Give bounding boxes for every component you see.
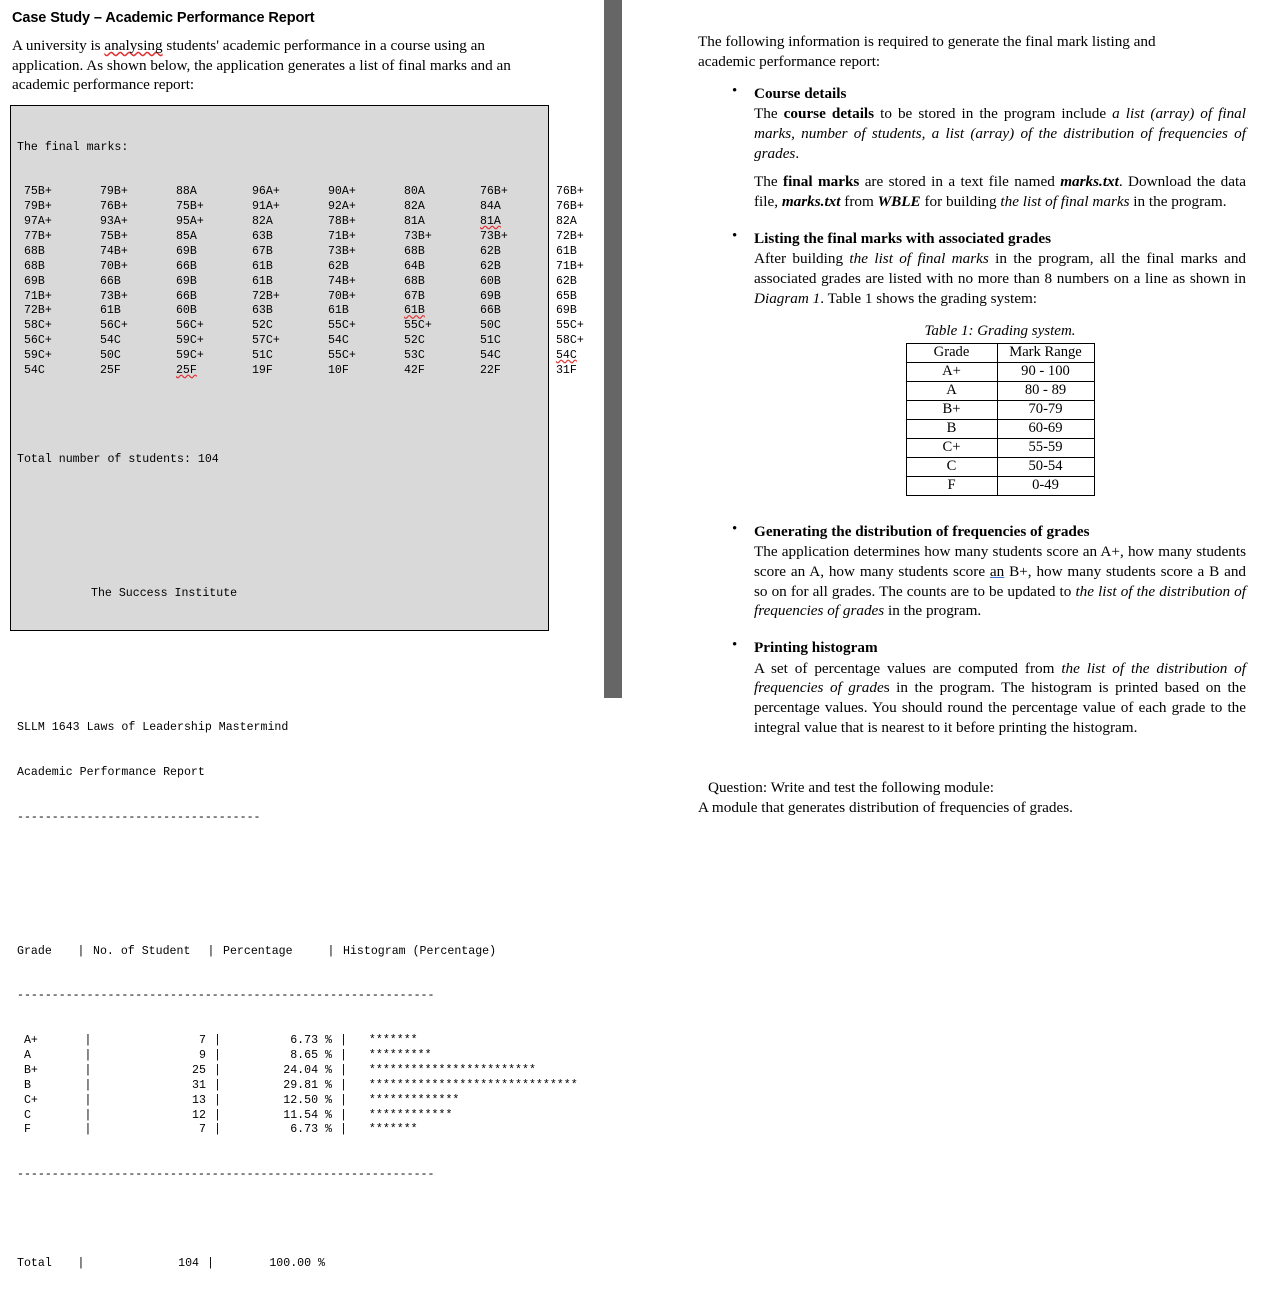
grading-range-cell: 60-69 bbox=[997, 419, 1094, 438]
row-count: 31 bbox=[192, 1078, 206, 1092]
histogram-row bbox=[17, 1064, 542, 1079]
mark-cell: 71B+ bbox=[23, 289, 52, 303]
styled-text: the list of the distribution of frequencies of grades bbox=[754, 582, 1246, 620]
styled-text: course details bbox=[783, 105, 875, 123]
row-percentage: 6.73 % bbox=[290, 1034, 332, 1048]
grading-grade-cell: B bbox=[906, 419, 997, 438]
marks-row bbox=[17, 215, 577, 230]
mark-cell: 96A+ bbox=[251, 185, 280, 199]
mark-cell: 61B bbox=[555, 244, 577, 258]
console-marks-header: The final marks: bbox=[17, 140, 129, 154]
pipe-separator: | bbox=[213, 1123, 221, 1137]
report-total-row bbox=[17, 1257, 542, 1272]
mark-cell: 73B+ bbox=[479, 229, 508, 243]
pipe-separator: | bbox=[339, 1108, 347, 1122]
pipe-separator: | bbox=[213, 1093, 221, 1107]
requirement-item bbox=[694, 638, 1265, 738]
console-spacer bbox=[17, 632, 542, 647]
question-prompt: Question: Write and test the following module: bbox=[708, 778, 994, 796]
row-count: 12 bbox=[192, 1108, 206, 1122]
marks-row bbox=[17, 304, 577, 319]
mark-cell: 42F bbox=[403, 363, 425, 377]
row-histogram-bar: ******* bbox=[361, 1123, 418, 1137]
grading-table-wrapper bbox=[754, 323, 1246, 496]
mark-cell: 54C bbox=[99, 334, 121, 348]
right-column bbox=[622, 0, 1271, 816]
mark-cell: 71B+ bbox=[555, 259, 584, 273]
plain-text: for building bbox=[920, 193, 1001, 210]
grading-range-cell: 80 - 89 bbox=[997, 381, 1094, 400]
marks-row bbox=[17, 319, 584, 334]
mark-cell: 76B+ bbox=[99, 200, 128, 214]
mark-cell: 50C bbox=[479, 319, 501, 333]
marks-row bbox=[17, 200, 584, 215]
row-grade: B bbox=[23, 1078, 31, 1092]
plain-text: The bbox=[754, 105, 784, 123]
mark-cell: 55C+ bbox=[327, 349, 356, 363]
mark-cell: 93A+ bbox=[99, 215, 128, 229]
styled-text: marks.txt bbox=[781, 193, 841, 210]
report-table-header bbox=[17, 945, 542, 960]
console-spacer bbox=[17, 409, 542, 424]
question-block bbox=[694, 778, 1265, 818]
requirement-heading: • Printing histogram bbox=[754, 639, 878, 656]
mark-cell: 60B bbox=[175, 304, 197, 318]
console-spacer bbox=[17, 900, 542, 915]
mark-cell: 50C bbox=[99, 349, 121, 363]
row-grade: C+ bbox=[23, 1093, 38, 1107]
pipe-separator: | bbox=[84, 1123, 92, 1137]
grading-table-header-cell: Mark Range bbox=[997, 343, 1094, 362]
row-grade: F bbox=[23, 1123, 31, 1137]
mark-cell: 25F bbox=[99, 363, 121, 377]
mark-cell: 61B bbox=[251, 259, 273, 273]
mark-cell: 88A bbox=[175, 185, 197, 199]
pipe-separator: | bbox=[207, 944, 215, 958]
grading-grade-cell: C bbox=[906, 457, 997, 476]
requirement-paragraph bbox=[754, 104, 1246, 163]
pipe-separator: | bbox=[84, 1063, 92, 1077]
grading-table-row bbox=[906, 457, 1094, 476]
mark-cell: 82A bbox=[251, 215, 273, 229]
report-rule-bottom: ------------------------------------------------------------ bbox=[17, 1168, 435, 1182]
mark-cell: 97A+ bbox=[23, 215, 52, 229]
pipe-separator: | bbox=[213, 1063, 221, 1077]
row-grade: C bbox=[23, 1108, 31, 1122]
pipe-separator: | bbox=[339, 1048, 347, 1062]
grading-table-caption: Table 1: Grading system. bbox=[924, 322, 1076, 339]
requirement-paragraph bbox=[754, 542, 1246, 621]
grading-range-cell: 50-54 bbox=[997, 457, 1094, 476]
mark-cell: 71B+ bbox=[327, 229, 356, 243]
plain-text: in the program. bbox=[1129, 193, 1227, 210]
mark-cell: 54C bbox=[327, 334, 349, 348]
plain-text: A set of percentage values are computed from bbox=[754, 659, 1062, 677]
row-percentage: 29.81 % bbox=[283, 1078, 332, 1092]
row-percentage: 24.04 % bbox=[283, 1063, 332, 1077]
row-histogram-bar: ********* bbox=[361, 1048, 432, 1062]
console-spacer bbox=[17, 1213, 542, 1228]
grading-table-row bbox=[906, 419, 1094, 438]
intro-paragraph bbox=[12, 36, 546, 95]
styled-text: WBLE bbox=[877, 193, 921, 210]
mark-cell: 77B+ bbox=[23, 229, 52, 243]
styled-text: the list of final marks bbox=[1000, 193, 1130, 210]
mark-cell: 66B bbox=[99, 274, 121, 288]
mark-cell: 69B bbox=[175, 274, 197, 288]
row-percentage: 6.73 % bbox=[290, 1123, 332, 1137]
mark-cell: 52C bbox=[403, 334, 425, 348]
grading-range-cell: 90 - 100 bbox=[997, 362, 1094, 381]
pipe-separator: | bbox=[327, 944, 335, 958]
mark-cell: 61B bbox=[327, 304, 349, 318]
requirement-heading: • Generating the distribution of frequencies of grades bbox=[754, 522, 1090, 540]
mark-cell: 53C bbox=[403, 349, 425, 363]
mark-cell: 66B bbox=[479, 304, 501, 318]
mark-cell: 76B+ bbox=[479, 185, 508, 199]
requirement-paragraph bbox=[754, 659, 1246, 738]
marks-row bbox=[17, 274, 577, 290]
mark-cell: 85A bbox=[175, 229, 197, 243]
row-percentage: 11.54 % bbox=[283, 1108, 332, 1122]
pipe-separator: | bbox=[77, 944, 85, 958]
mark-cell: 56C+ bbox=[99, 319, 128, 333]
mark-cell: 76B+ bbox=[555, 200, 584, 214]
mark-cell: 58C+ bbox=[23, 319, 52, 333]
mark-cell: 92A+ bbox=[327, 200, 356, 214]
histogram-row bbox=[17, 1049, 542, 1064]
question-task: A module that generates distribution of frequencies of grades. bbox=[698, 798, 1073, 816]
console-spacer bbox=[17, 543, 542, 558]
plain-text: . bbox=[795, 144, 800, 162]
grading-table-header-cell: Grade bbox=[906, 343, 997, 362]
mark-cell: 58C+ bbox=[555, 334, 584, 348]
mark-cell: 10F bbox=[327, 363, 349, 377]
grading-grade-cell: F bbox=[906, 476, 997, 495]
report-rule-top: ----------------------------------- bbox=[17, 810, 261, 824]
marks-row bbox=[17, 349, 577, 364]
requirements-list bbox=[694, 84, 1265, 738]
mark-cell: 82A bbox=[555, 215, 577, 229]
mark-cell: 69B bbox=[23, 274, 45, 288]
histogram-row bbox=[17, 1109, 542, 1124]
mark-cell: 57C+ bbox=[251, 334, 280, 348]
console-spacer bbox=[17, 855, 542, 870]
mark-cell: 82A bbox=[403, 200, 425, 214]
mark-cell: 79B+ bbox=[23, 200, 52, 214]
report-rows bbox=[17, 1034, 578, 1138]
grading-table-row bbox=[906, 476, 1094, 495]
mark-cell: 72B+ bbox=[555, 229, 584, 243]
lead-paragraph: The following information is required to generate the final mark listing and academic performance report: bbox=[698, 33, 1156, 70]
styled-text: an bbox=[989, 562, 1005, 580]
mark-cell: 66B bbox=[175, 289, 197, 303]
grading-table-row bbox=[906, 381, 1094, 400]
row-percentage: 12.50 % bbox=[283, 1093, 332, 1107]
mark-cell: 74B+ bbox=[327, 274, 356, 288]
pipe-separator: | bbox=[339, 1078, 347, 1092]
mark-cell: 81A bbox=[403, 215, 425, 229]
mark-cell: 63B bbox=[251, 229, 273, 243]
requirement-item bbox=[694, 229, 1265, 496]
row-histogram-bar: ************ bbox=[361, 1108, 453, 1122]
mark-cell: 61B bbox=[251, 274, 273, 288]
row-histogram-bar: ************************ bbox=[361, 1063, 536, 1077]
marks-row bbox=[17, 244, 577, 260]
intro-text-part2: students' academic performance in a course using an application. As shown below, the application generates a list of final marks and an academic performance report: bbox=[12, 37, 511, 94]
mark-cell: 59C+ bbox=[175, 349, 204, 363]
requirement-item bbox=[694, 522, 1265, 622]
marks-row bbox=[17, 363, 577, 379]
report-rule-header: ------------------------------------------------------------ bbox=[17, 989, 435, 1003]
mark-cell: 68B bbox=[23, 244, 45, 258]
plain-text: The bbox=[754, 173, 784, 191]
mark-cell: 55C+ bbox=[327, 319, 356, 333]
grading-table bbox=[906, 343, 1095, 496]
pipe-separator: | bbox=[213, 1034, 221, 1048]
pipe-separator: | bbox=[84, 1078, 92, 1092]
mark-cell: 61B bbox=[99, 304, 121, 318]
plain-text: B+, how many students score a B and so on for all grades. The counts are to be updated to bbox=[754, 562, 1247, 600]
page-title: Case Study – Academic Performance Report bbox=[12, 10, 315, 26]
mark-cell: 73B+ bbox=[99, 289, 128, 303]
pipe-separator: | bbox=[213, 1078, 221, 1092]
mark-cell: 54C bbox=[23, 363, 45, 377]
row-count: 7 bbox=[199, 1123, 206, 1137]
mark-cell: 73B+ bbox=[327, 244, 356, 258]
mark-cell: 65B bbox=[555, 289, 577, 303]
mark-cell: 68B bbox=[23, 259, 45, 273]
requirement-heading: • Listing the final marks with associated grades bbox=[754, 229, 1052, 247]
mark-cell: 62B bbox=[555, 274, 577, 288]
mark-cell: 69B bbox=[555, 304, 577, 318]
mark-cell: 31F bbox=[555, 363, 577, 377]
total-label: Total bbox=[17, 1257, 52, 1271]
mark-cell: 75B+ bbox=[99, 229, 128, 243]
histogram-row bbox=[17, 1078, 578, 1094]
course-line: SLLM 1643 Laws of Leadership Mastermind bbox=[17, 721, 289, 735]
mark-cell: 51C bbox=[479, 334, 501, 348]
row-grade: B+ bbox=[23, 1063, 38, 1077]
pipe-separator: | bbox=[339, 1093, 347, 1107]
histogram-row bbox=[17, 1034, 542, 1049]
row-histogram-bar: ******* bbox=[361, 1034, 418, 1048]
pipe-separator: | bbox=[77, 1257, 85, 1271]
row-count: 13 bbox=[192, 1093, 206, 1107]
mark-cell: 91A+ bbox=[251, 200, 280, 214]
plain-text: . Table 1 shows the grading system: bbox=[820, 289, 1037, 307]
mark-cell: 73B+ bbox=[403, 229, 432, 243]
mark-cell: 75B+ bbox=[23, 185, 52, 199]
mark-cell: 55C+ bbox=[555, 319, 584, 333]
mark-cell: 19F bbox=[251, 363, 273, 377]
pipe-separator: | bbox=[207, 1257, 214, 1271]
mark-cell: 68B bbox=[403, 244, 425, 258]
mark-cell: 63B bbox=[251, 304, 273, 318]
marks-row bbox=[17, 334, 584, 349]
mark-cell: 69B bbox=[479, 289, 501, 303]
mark-cell: 69B bbox=[175, 244, 197, 258]
mark-cell: 68B bbox=[403, 274, 425, 288]
grading-table-row bbox=[906, 400, 1094, 419]
styled-text: marks.txt bbox=[1060, 173, 1119, 191]
total-percentage: 100.00 % bbox=[269, 1257, 325, 1271]
grading-range-cell: 70-79 bbox=[997, 400, 1094, 419]
histogram-row bbox=[17, 1094, 542, 1109]
grading-grade-cell: C+ bbox=[906, 438, 997, 457]
plain-text: from bbox=[840, 193, 878, 210]
total-students-line: Total number of students: 104 bbox=[17, 453, 219, 467]
mark-cell: 70B+ bbox=[327, 289, 356, 303]
plain-text: in the program, all the final marks and associated grades are listed with no more than 8 numbers on a line as shown in bbox=[754, 250, 1247, 288]
mark-cell: 22F bbox=[479, 363, 501, 377]
mark-cell: 56C+ bbox=[23, 334, 52, 348]
mark-cell: 55C+ bbox=[403, 319, 432, 333]
row-count: 9 bbox=[199, 1048, 206, 1062]
header-count: No. of Student bbox=[93, 944, 191, 958]
pipe-separator: | bbox=[213, 1048, 221, 1062]
mark-cell: 25F bbox=[175, 363, 197, 377]
plain-text: After building bbox=[754, 250, 850, 268]
mark-cell: 74B+ bbox=[99, 244, 128, 258]
mark-cell: 59C+ bbox=[23, 349, 52, 363]
pipe-separator: | bbox=[339, 1123, 347, 1137]
header-percentage: Percentage bbox=[223, 944, 293, 958]
report-title-line: Academic Performance Report bbox=[17, 766, 205, 780]
mark-cell: 90A+ bbox=[327, 185, 356, 199]
mark-cell: 52C bbox=[251, 319, 273, 333]
grading-grade-cell: A bbox=[906, 381, 997, 400]
institute-name-text: The Success Institute bbox=[91, 587, 238, 601]
row-count: 25 bbox=[192, 1063, 206, 1077]
mark-cell: 56C+ bbox=[175, 319, 204, 333]
mark-cell: 61B bbox=[403, 304, 425, 318]
row-grade: A bbox=[23, 1048, 31, 1062]
grading-range-cell: 0-49 bbox=[997, 476, 1094, 495]
mark-cell: 59C+ bbox=[175, 334, 204, 348]
mark-cell: 76B+ bbox=[555, 185, 584, 199]
mark-cell: 62B bbox=[327, 259, 349, 273]
requirement-heading: • Course details bbox=[754, 84, 847, 102]
console-spacer bbox=[17, 677, 542, 692]
grading-table-row bbox=[906, 438, 1094, 457]
styled-text: final marks bbox=[783, 173, 860, 191]
grading-range-cell: 55-59 bbox=[997, 438, 1094, 457]
row-percentage: 8.65 % bbox=[290, 1048, 332, 1062]
pipe-separator: | bbox=[84, 1108, 92, 1122]
row-histogram-bar: ****************************** bbox=[361, 1078, 578, 1092]
styled-text: a list (array) of final marks, number of students, a list (array) of the distribution of frequencies of grades bbox=[754, 105, 1246, 162]
grading-grade-cell: B+ bbox=[906, 400, 997, 419]
histogram-row bbox=[17, 1123, 542, 1138]
mark-cell: 79B+ bbox=[99, 185, 128, 199]
styled-text: Diagram 1 bbox=[754, 289, 821, 307]
mark-cell: 81A bbox=[479, 215, 501, 229]
marks-row bbox=[17, 185, 584, 200]
row-histogram-bar: ************* bbox=[361, 1093, 460, 1107]
mark-cell: 84A bbox=[479, 200, 501, 214]
mark-cell: 62B bbox=[479, 244, 501, 258]
header-grade: Grade bbox=[17, 944, 52, 958]
misspelled-word-analysing: analysing bbox=[104, 37, 163, 54]
styled-text: the list of the distribution of frequencies of grade bbox=[754, 659, 1246, 697]
requirement-paragraph bbox=[754, 172, 1246, 211]
plain-text: s in the program. The histogram is printed based on the percentage values. You should round the percentage value of each grade to the integral value that is nearest to it before printing the histogram. bbox=[754, 679, 1247, 736]
column-divider bbox=[604, 0, 622, 698]
total-count: 104 bbox=[178, 1257, 199, 1271]
mark-cell: 51C bbox=[251, 349, 273, 363]
mark-cell: 62B bbox=[479, 259, 501, 273]
console-spacer bbox=[17, 498, 542, 513]
mark-cell: 67B bbox=[251, 244, 273, 258]
marks-row bbox=[17, 289, 577, 305]
mark-cell: 54C bbox=[555, 349, 577, 363]
pipe-separator: | bbox=[213, 1108, 221, 1122]
mark-cell: 60B bbox=[479, 274, 501, 288]
mark-cell: 66B bbox=[175, 259, 197, 273]
mark-cell: 80A bbox=[403, 185, 425, 199]
grading-table-header-row bbox=[906, 343, 1094, 362]
mark-cell: 72B+ bbox=[251, 289, 280, 303]
plain-text: The application determines how many students score an A+, how many students score an A, how many students score bbox=[754, 543, 1246, 580]
marks-grid bbox=[17, 185, 584, 379]
pipe-separator: | bbox=[84, 1093, 92, 1107]
requirement-item bbox=[694, 84, 1265, 212]
pipe-separator: | bbox=[84, 1048, 92, 1062]
mark-cell: 78B+ bbox=[327, 215, 356, 229]
plain-text: in the program. bbox=[884, 602, 982, 620]
mark-cell: 72B+ bbox=[23, 304, 52, 318]
grading-grade-cell: A+ bbox=[906, 362, 997, 381]
mark-cell: 67B bbox=[403, 289, 425, 303]
pipe-separator: | bbox=[339, 1063, 347, 1077]
grading-table-row bbox=[906, 362, 1094, 381]
institute-name bbox=[17, 587, 542, 602]
mark-cell: 70B+ bbox=[99, 259, 128, 273]
plain-text: to be stored in the program include bbox=[874, 105, 1113, 123]
mark-cell: 95A+ bbox=[175, 215, 204, 229]
plain-text: . Download the data file, bbox=[754, 173, 1246, 210]
plain-text: are stored in a text file named bbox=[859, 173, 1061, 191]
intro-text-part1: A university is bbox=[12, 37, 105, 54]
row-grade: A+ bbox=[23, 1034, 38, 1048]
mark-cell: 54C bbox=[479, 349, 501, 363]
marks-row bbox=[17, 229, 584, 245]
mark-cell: 75B+ bbox=[175, 200, 204, 214]
row-count: 7 bbox=[199, 1034, 206, 1048]
pipe-separator: | bbox=[339, 1034, 347, 1048]
header-histogram: Histogram (Percentage) bbox=[343, 944, 497, 958]
left-column bbox=[0, 0, 600, 1271]
requirement-paragraph bbox=[754, 249, 1246, 308]
pipe-separator: | bbox=[84, 1034, 92, 1048]
console-output-block bbox=[10, 105, 584, 1271]
marks-row bbox=[17, 259, 584, 275]
mark-cell: 64B bbox=[403, 259, 425, 273]
styled-text: the list of final marks bbox=[849, 250, 989, 268]
